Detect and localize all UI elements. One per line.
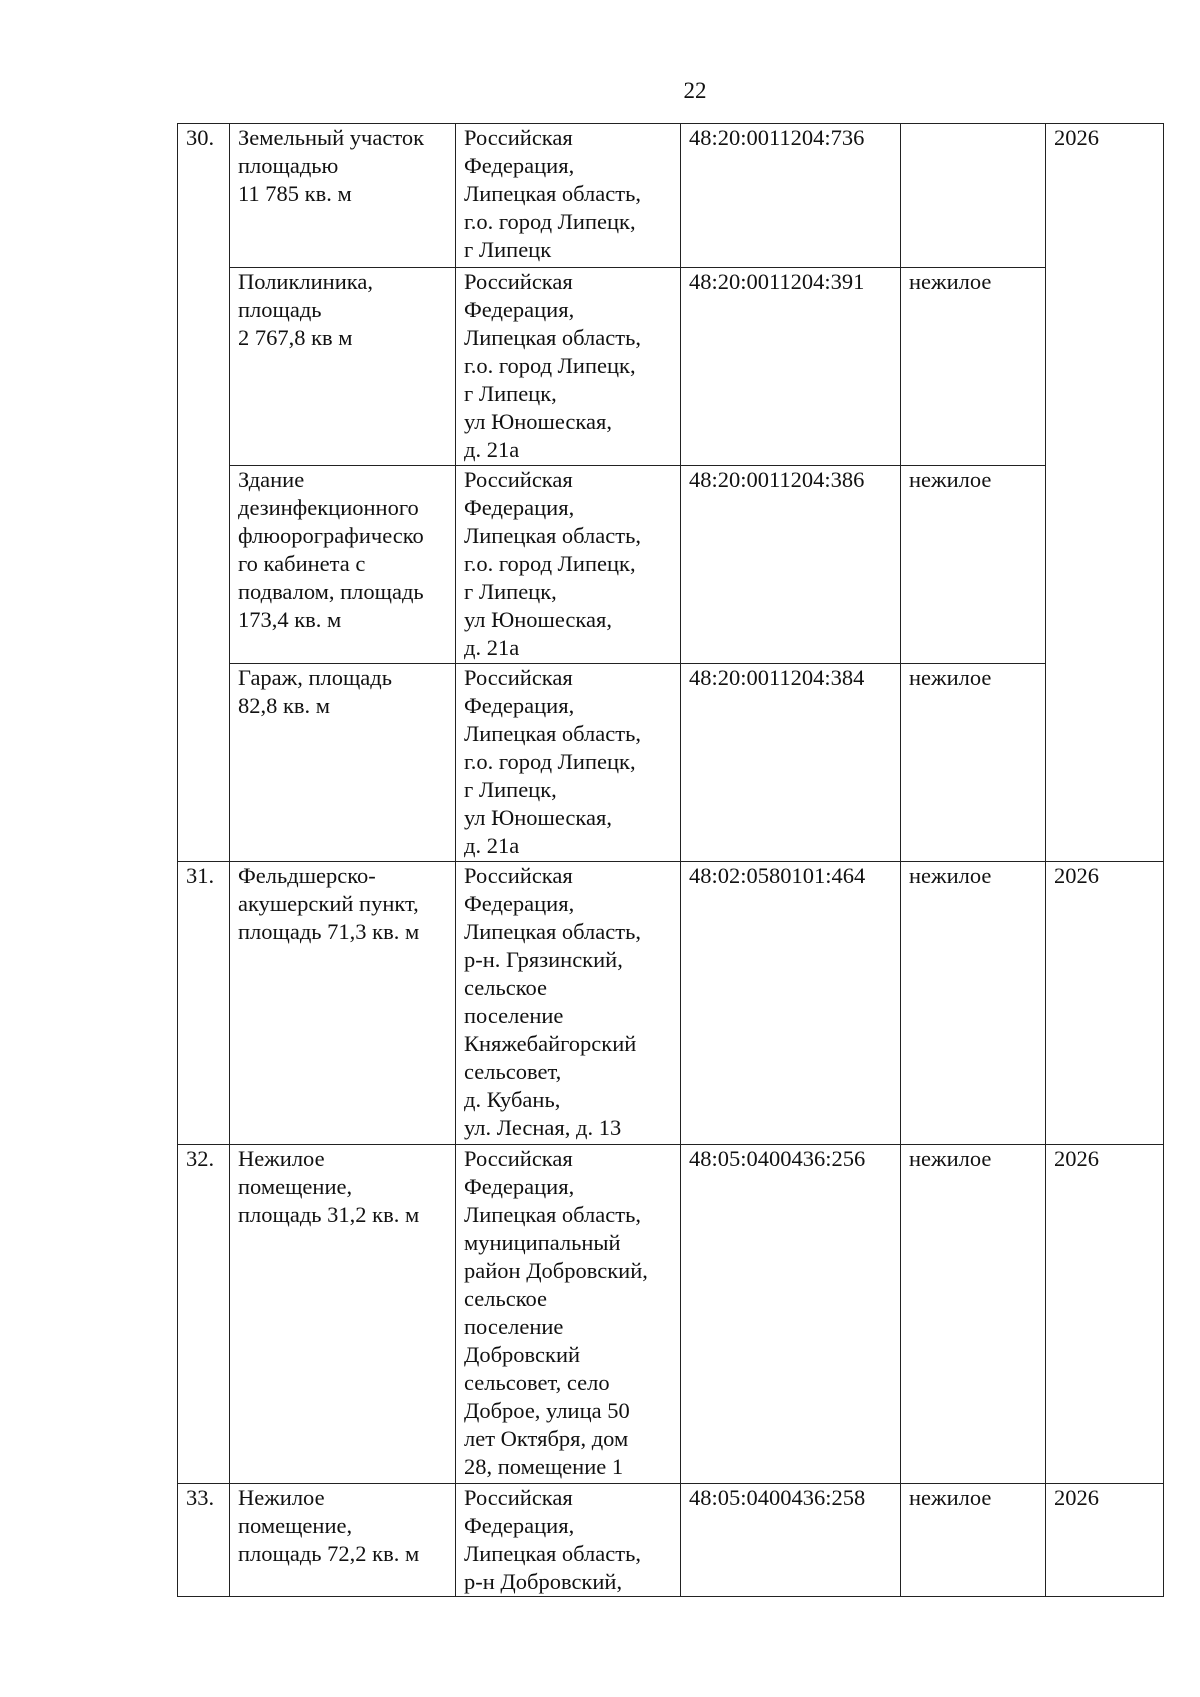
year: 2026 bbox=[1046, 1484, 1164, 1597]
year: 2026 bbox=[1046, 124, 1164, 862]
object-type bbox=[901, 124, 1046, 268]
cadastral-number: 48:20:0011204:391 bbox=[681, 268, 901, 466]
object-name: Поликлиника, площадь 2 767,8 кв м bbox=[230, 268, 456, 466]
object-address: Российская Федерация, Липецкая область, г.о. город Липецк, г Липецк bbox=[456, 124, 681, 268]
year: 2026 bbox=[1046, 862, 1164, 1145]
object-type: нежилое bbox=[901, 466, 1046, 664]
table-row bbox=[178, 268, 1164, 466]
object-name: Нежилое помещение, площадь 31,2 кв. м bbox=[230, 1145, 456, 1484]
object-address: Российская Федерация, Липецкая область, г.о. город Липецк, г Липецк, ул Юношеская, д. 21а bbox=[456, 466, 681, 664]
cadastral-number: 48:02:0580101:464 bbox=[681, 862, 901, 1145]
cadastral-number: 48:20:0011204:386 bbox=[681, 466, 901, 664]
object-address: Российская Федерация, Липецкая область, муниципальный район Добровский, сельское поселение Добровский сельсовет, село Доброе, улица 50 лет Октября, дом 28, помещение 1 bbox=[456, 1145, 681, 1484]
object-address: Российская Федерация, Липецкая область, г.о. город Липецк, г Липецк, ул Юношеская, д. 21а bbox=[456, 268, 681, 466]
object-type: нежилое bbox=[901, 664, 1046, 862]
table-row bbox=[178, 466, 1164, 664]
object-address: Российская Федерация, Липецкая область, г.о. город Липецк, г Липецк, ул Юношеская, д. 21а bbox=[456, 664, 681, 862]
page-number: 22 bbox=[683, 78, 707, 103]
object-type: нежилое bbox=[901, 862, 1046, 1145]
object-address: Российская Федерация, Липецкая область, р-н. Грязинский, сельское поселение Княжебайгорский сельсовет, д. Кубань, ул. Лесная, д. 13 bbox=[456, 862, 681, 1145]
table-row bbox=[178, 862, 1164, 1145]
object-type: нежилое bbox=[901, 1484, 1046, 1597]
row-number: 32. bbox=[178, 1145, 230, 1484]
object-type: нежилое bbox=[901, 268, 1046, 466]
property-table bbox=[177, 123, 1164, 1597]
table-row bbox=[178, 1484, 1164, 1597]
year: 2026 bbox=[1046, 1145, 1164, 1484]
object-name: Фельдшерско- акушерский пункт, площадь 71,3 кв. м bbox=[230, 862, 456, 1145]
object-name: Земельный участок площадью 11 785 кв. м bbox=[230, 124, 456, 268]
row-number: 33. bbox=[178, 1484, 230, 1597]
object-name: Нежилое помещение, площадь 72,2 кв. м bbox=[230, 1484, 456, 1597]
cadastral-number: 48:05:0400436:258 bbox=[681, 1484, 901, 1597]
object-name: Здание дезинфекционного флюорографическо го кабинета с подвалом, площадь 173,4 кв. м bbox=[230, 466, 456, 664]
cadastral-number: 48:05:0400436:256 bbox=[681, 1145, 901, 1484]
table-row bbox=[178, 1145, 1164, 1484]
table-row bbox=[178, 664, 1164, 862]
object-address: Российская Федерация, Липецкая область, р-н Добровский, bbox=[456, 1484, 681, 1597]
cadastral-number: 48:20:0011204:384 bbox=[681, 664, 901, 862]
row-number: 31. bbox=[178, 862, 230, 1145]
table-row bbox=[178, 124, 1164, 268]
object-name: Гараж, площадь 82,8 кв. м bbox=[230, 664, 456, 862]
cadastral-number: 48:20:0011204:736 bbox=[681, 124, 901, 268]
row-number: 30. bbox=[178, 124, 230, 862]
object-type: нежилое bbox=[901, 1145, 1046, 1484]
